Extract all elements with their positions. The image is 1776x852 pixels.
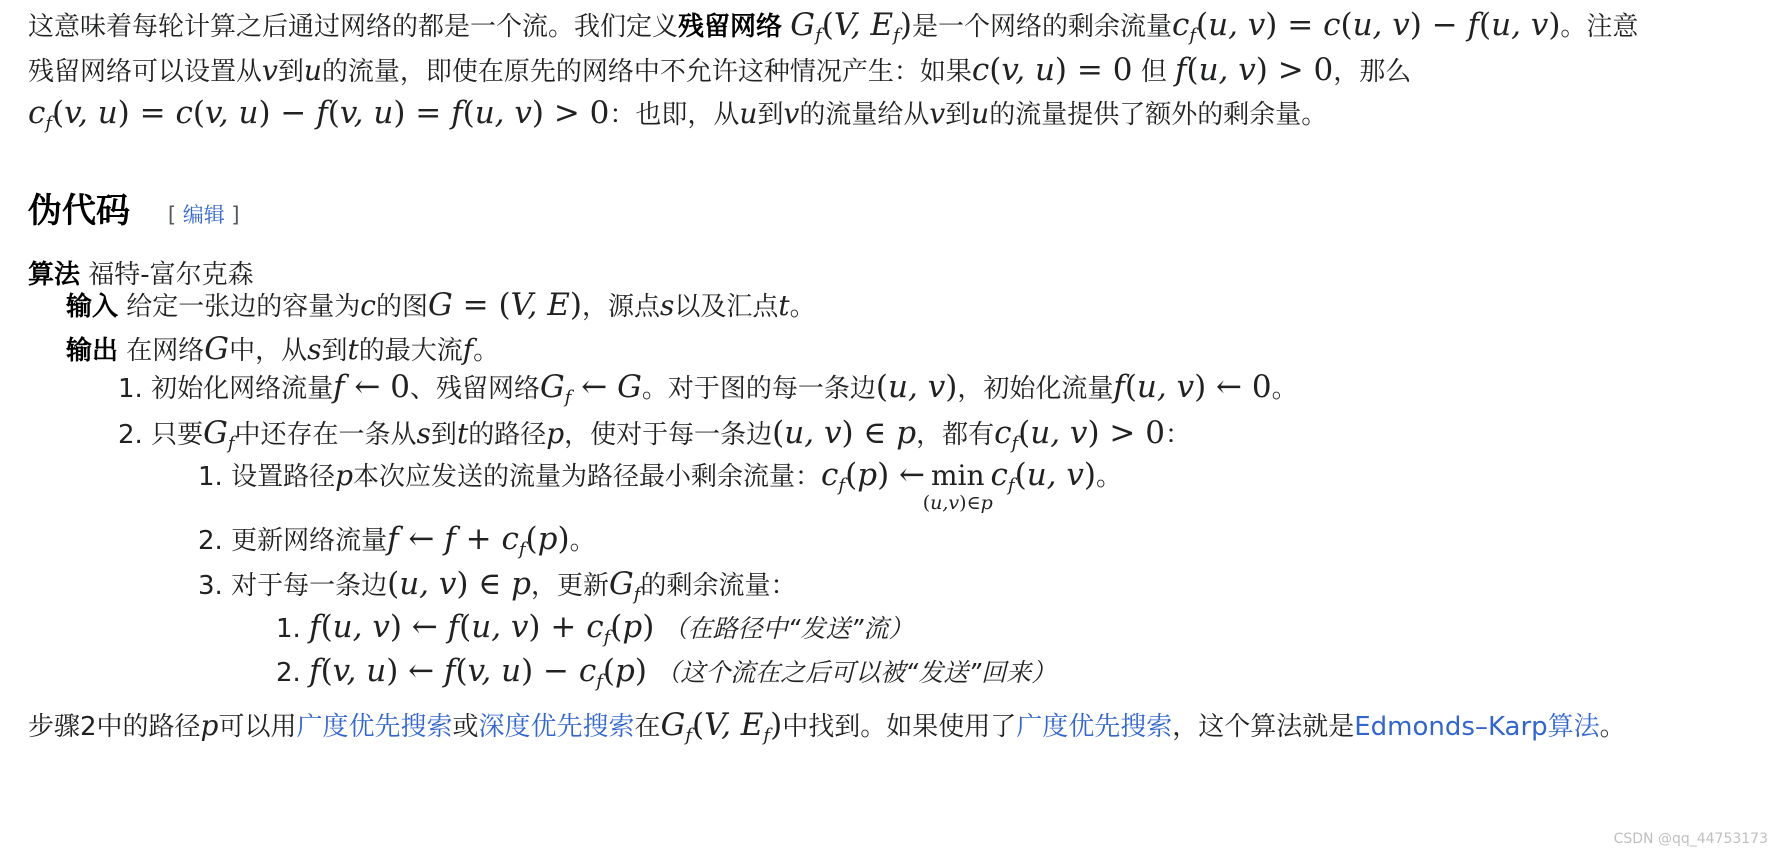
step-note: （在路径中“发送”流） — [662, 614, 914, 643]
step-text: 到 — [430, 420, 457, 450]
step-number: 2. — [276, 658, 301, 688]
step-text: 。对于图的每一条边 — [641, 374, 876, 404]
math-cvu-zero: c(v, u) = 0 — [971, 52, 1133, 88]
step-text: 。 — [1271, 374, 1298, 404]
math-f-update: f ← $f + c_f(p)$ — [387, 521, 570, 560]
output-text: 的最大流 — [358, 336, 463, 366]
math-residual-network: $G_f(V$, $E_f$) — [790, 7, 912, 46]
step-text: 设置路径 — [231, 462, 336, 492]
math-G: G — [204, 331, 230, 367]
input-text: 。 — [789, 292, 816, 322]
section-title: 伪代码 — [28, 191, 130, 231]
step-text: ，都有 — [916, 420, 995, 450]
step-text: 对于每一条边 — [231, 571, 388, 601]
math-Gf: $G_f$ — [203, 415, 235, 454]
math-fuv-init: f(u, v) ← 0 — [1113, 369, 1272, 405]
intro-text: 这意味着每轮计算之后通过网络的都是一个流。我们定义 — [28, 12, 679, 42]
math-forward-update: f(u, v) ← f(u, $v) + c_f(p)$ — [309, 609, 655, 648]
step-note: （这个流在之后可以被“发送”回来） — [655, 658, 1057, 687]
step-text: 。 — [569, 526, 596, 556]
step-number: 2. — [198, 526, 223, 556]
step-text: ，使对于每一条边 — [564, 420, 773, 450]
output-text: 到 — [321, 336, 348, 366]
footer-text: 中找到。如果使用了 — [782, 712, 1017, 742]
math-u: u — [971, 97, 990, 130]
intro-line-2 — [28, 52, 1412, 88]
edit-section — [168, 203, 240, 227]
watermark: CSDN @qq_44753173 — [1613, 831, 1768, 847]
link-bfs-2[interactable]: 广度优先搜索 — [1016, 712, 1173, 742]
substep-3 — [198, 566, 797, 605]
math-Gf: $G_f$ — [609, 566, 641, 605]
math-u: u — [739, 97, 758, 130]
math-s: s — [307, 333, 322, 366]
math-graph: G = (V, E) — [428, 287, 582, 323]
math-cf-min: $c_f(p)$ ← min (u,v)∈p $c_f(u$, v) — [821, 457, 1096, 514]
intro-text: 的流量给从 — [799, 100, 930, 130]
edit-bracket-close: ] — [231, 203, 240, 227]
input-text: 给定一张边的容量为 — [126, 292, 361, 322]
footer-text: 。 — [1599, 712, 1626, 742]
footer-text: 或 — [452, 712, 479, 742]
input-text: ，源点 — [581, 292, 660, 322]
step-number: 2. — [118, 420, 143, 450]
math-cf-vu: $c_f(v$, u) = c(v, u) − f(v, u) = f(u, v) > 0 — [28, 95, 610, 134]
step-text: 中还存在一条从 — [234, 420, 417, 450]
intro-line-3 — [28, 95, 1328, 134]
section-heading — [28, 191, 240, 231]
step-number: 3. — [198, 571, 223, 601]
edit-bracket-open: [ — [167, 203, 177, 227]
math-f: f — [462, 333, 474, 366]
footer-text: 可以用 — [218, 712, 297, 742]
intro-text: 的流量，即使在原先的网络中不允许这种情况产生：如果 — [321, 57, 972, 87]
step-text: 本次应发送的流量为路径最小剩余流量： — [353, 462, 822, 492]
footer-text: 步骤2中的路径 — [28, 712, 201, 742]
math-t: t — [778, 289, 790, 322]
math-t: t — [456, 417, 469, 450]
math-u: u — [303, 54, 322, 87]
step-2 — [118, 415, 1191, 454]
intro-text: 到 — [757, 100, 784, 130]
intro-text: 残留网络可以设置从 — [28, 57, 263, 87]
math-s: s — [416, 417, 431, 450]
input-text: 以及汇点 — [674, 292, 779, 322]
algorithm-label: 算法 — [28, 260, 81, 290]
step-text: ，初始化流量 — [957, 374, 1114, 404]
edit-link[interactable]: 编辑 — [182, 203, 225, 227]
substep-2 — [198, 521, 596, 560]
math-residual-network: $G_f(V$, $E_f$) — [660, 707, 783, 746]
algorithm-input — [66, 287, 816, 323]
intro-line-1 — [28, 7, 1639, 46]
math-fuv-positive: f(u, v) > 0 — [1174, 52, 1334, 88]
step-text: ： — [1164, 420, 1191, 450]
step-number: 1. — [276, 614, 301, 644]
math-residual-capacity: $c_f(u$, v) = c(u, v) − f(u, v) — [1171, 7, 1561, 46]
math-edge: (u, v) — [875, 369, 958, 405]
intro-text: ，那么 — [1333, 57, 1412, 87]
footer-text: ，这个算法就是 — [1172, 712, 1355, 742]
output-text: 。 — [473, 336, 500, 366]
subsubstep-2 — [276, 653, 1057, 692]
step-text: ，更新 — [531, 571, 610, 601]
step-text: 。 — [1096, 462, 1123, 492]
step-1 — [118, 369, 1298, 408]
step-text: 的路径 — [468, 420, 547, 450]
step-text: 、残留网络 — [409, 374, 540, 404]
intro-text: 到 — [945, 100, 972, 130]
link-dfs[interactable]: 深度优先搜索 — [478, 712, 635, 742]
substep-1 — [198, 457, 1123, 514]
math-edge-in-p: (u, v) ∈ p — [387, 566, 531, 602]
output-label: 输出 — [66, 336, 119, 366]
algorithm-title — [28, 262, 254, 288]
math-cf-positive: $c_f(u$, v) > 0 — [994, 415, 1165, 454]
math-v: v — [929, 97, 946, 130]
math-edge-in-p: (u, v) ∈ p — [772, 415, 917, 451]
intro-text: ：也即，从 — [609, 100, 740, 130]
math-f-init: f ← 0 — [333, 369, 410, 405]
step-number: 1. — [118, 374, 143, 404]
intro-text: 。注意 — [1560, 12, 1639, 42]
math-v: v — [262, 54, 278, 87]
math-Gf-init: $G_f$ ← G — [540, 369, 642, 408]
algorithm-output — [66, 331, 500, 367]
math-s: s — [659, 289, 675, 322]
algorithm-name: 福特-富尔克森 — [88, 260, 254, 290]
footer-paragraph — [28, 707, 1626, 746]
step-text: 更新网络流量 — [231, 526, 388, 556]
math-t: t — [347, 333, 359, 366]
intro-text: 的流量提供了额外的剩余量。 — [989, 100, 1328, 130]
subsubstep-1 — [276, 609, 914, 648]
output-text: 中，从 — [229, 336, 308, 366]
math-backward-update: f(v, u) ← f(v, $u) - c_f(p)$ — [309, 653, 647, 692]
math-p: p — [200, 709, 219, 742]
link-bfs[interactable]: 广度优先搜索 — [296, 712, 453, 742]
input-text: 的图 — [375, 292, 428, 322]
intro-bold-term: 残留网络 — [678, 12, 783, 42]
link-edmonds-karp[interactable]: Edmonds–Karp算法 — [1354, 712, 1600, 742]
step-text: 初始化网络流量 — [151, 374, 334, 404]
math-v: v — [783, 97, 800, 130]
footer-text: 在 — [634, 712, 661, 742]
step-text: 的剩余流量： — [640, 571, 797, 601]
intro-text: 是一个网络的剩余流量 — [911, 12, 1172, 42]
math-c: c — [360, 289, 376, 322]
intro-text: 到 — [277, 57, 304, 87]
output-text: 在网络 — [126, 336, 205, 366]
step-text: 只要 — [151, 420, 204, 450]
input-label: 输入 — [66, 292, 119, 322]
math-p: p — [335, 459, 354, 492]
math-p: p — [546, 417, 565, 450]
step-number: 1. — [198, 462, 223, 492]
intro-text: 但 — [1140, 57, 1167, 87]
